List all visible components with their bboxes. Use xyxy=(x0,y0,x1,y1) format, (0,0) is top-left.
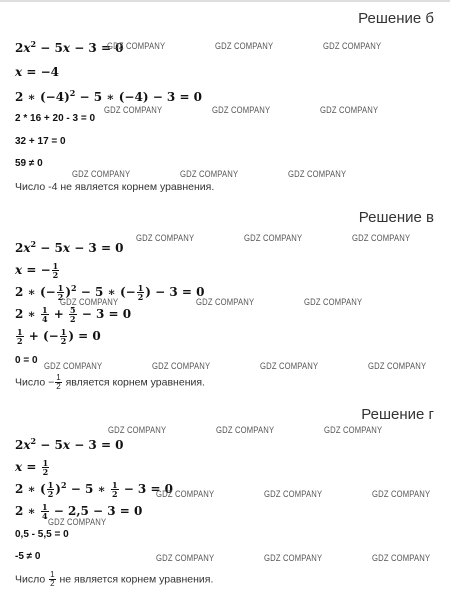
equation-b: $2x^2 - 5x - 3 = 0$ xyxy=(15,39,124,55)
watermark: GDZ COMPANY xyxy=(136,233,195,243)
watermark: GDZ COMPANY xyxy=(264,489,323,499)
watermark: GDZ COMPANY xyxy=(212,105,271,115)
watermark: GDZ COMPANY xyxy=(48,517,107,527)
watermark: GDZ COMPANY xyxy=(352,233,411,243)
watermark: GDZ COMPANY xyxy=(44,361,103,371)
watermark: GDZ COMPANY xyxy=(372,489,431,499)
watermark: GDZ COMPANY xyxy=(264,553,323,563)
watermark: GDZ COMPANY xyxy=(180,169,239,179)
watermark: GDZ COMPANY xyxy=(288,169,347,179)
root-b: x = −4 xyxy=(15,65,59,79)
watermark: GDZ COMPANY xyxy=(108,425,167,435)
section-heading-v: Решение в xyxy=(358,209,434,226)
watermark: GDZ COMPANY xyxy=(72,169,131,179)
watermark: GDZ COMPANY xyxy=(372,553,431,563)
watermark: GDZ COMPANY xyxy=(215,41,274,51)
section-heading-b: Решение б xyxy=(358,10,434,27)
equation-g: $2x^2 - 5x - 3 = 0$ xyxy=(15,436,124,452)
section-heading-g: Решение г xyxy=(361,406,434,423)
step-v-2: $\frac{1}{2}$ + (− $\frac{1}{2}$ ) = 0 xyxy=(17,327,101,346)
step-b-3: 59 ≠ 0 xyxy=(15,158,43,169)
watermark: GDZ COMPANY xyxy=(304,297,363,307)
watermark: GDZ COMPANY xyxy=(260,361,319,371)
watermark: GDZ COMPANY xyxy=(107,41,166,51)
substitution-v: 2 ∗ (− $\frac{1}{2}$ )$^2$ − 5 ∗ (− $\frac{1}{2}$ ) − 3 = 0 xyxy=(15,283,205,302)
conclusion-b: Число -4 не является корнем уравнения. xyxy=(15,181,215,193)
conclusion-v: Число − $\frac{1}{2}$ является корнем уравнения. xyxy=(15,373,205,391)
step-v-3: 0 = 0 xyxy=(15,355,38,366)
step-g-2: 0,5 - 5,5 = 0 xyxy=(15,529,69,540)
watermark: GDZ COMPANY xyxy=(196,297,255,307)
step-g-1: 2 ∗ $\frac{1}{4}$ − 2,5 − 3 = 0 xyxy=(15,502,143,521)
watermark: GDZ COMPANY xyxy=(320,105,379,115)
top-divider xyxy=(0,0,450,2)
step-v-1: 2 ∗ $\frac{1}{4}$ + $\frac{5}{2}$ − 3 = 0 xyxy=(15,305,132,324)
root-g: x = $\frac{1}{2}$ xyxy=(15,458,49,477)
substitution-b: 2 ∗ $(-4)^2 - 5$ ∗ (−4) − 3 = 0 xyxy=(15,88,203,104)
root-v: x = − $\frac{1}{2}$ xyxy=(15,261,59,280)
watermark: GDZ COMPANY xyxy=(152,361,211,371)
step-b-1: 2 * 16 + 20 - 3 = 0 xyxy=(15,113,96,124)
watermark: GDZ COMPANY xyxy=(104,105,163,115)
step-b-2: 32 + 17 = 0 xyxy=(15,136,66,147)
watermark: GDZ COMPANY xyxy=(156,489,215,499)
step-g-3: -5 ≠ 0 xyxy=(15,551,41,562)
watermark: GDZ COMPANY xyxy=(60,297,119,307)
watermark: GDZ COMPANY xyxy=(156,553,215,563)
watermark: GDZ COMPANY xyxy=(216,425,275,435)
watermark: GDZ COMPANY xyxy=(244,233,303,243)
watermark: GDZ COMPANY xyxy=(323,41,382,51)
equation-v: $2x^2 - 5x - 3 = 0$ xyxy=(15,239,124,255)
watermark: GDZ COMPANY xyxy=(324,425,383,435)
substitution-g: 2 ∗ ( $\frac{1}{2}$ )$^2$ − 5 ∗ $\frac{1}{2}$ − 3 = 0 xyxy=(15,480,174,499)
conclusion-g: Число $\frac{1}{2}$ не является корнем уравнения. xyxy=(15,570,214,588)
watermark: GDZ COMPANY xyxy=(368,361,427,371)
